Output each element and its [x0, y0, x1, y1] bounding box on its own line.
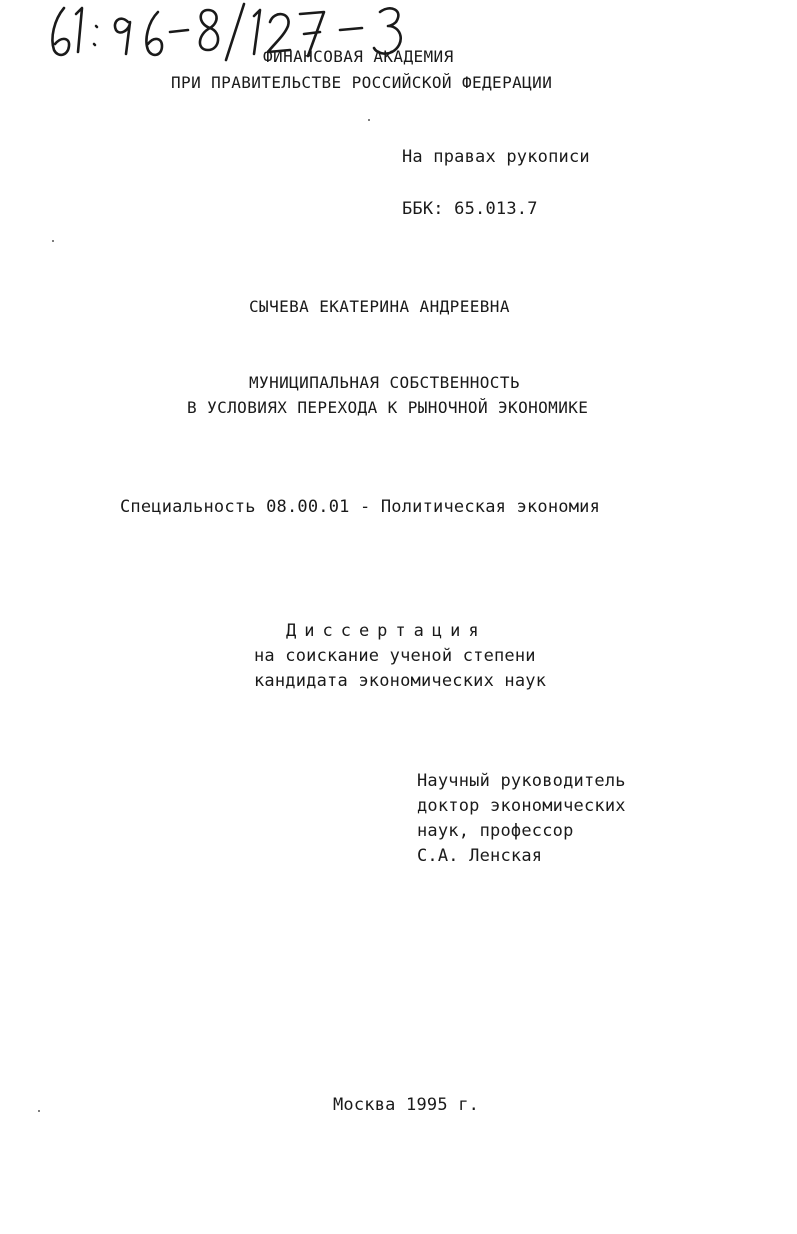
supervisor-line-1: Научный руководитель: [417, 771, 626, 791]
work-type-title: Диссертация: [286, 621, 487, 641]
bbk-code: ББК: 65.013.7: [402, 199, 538, 219]
work-type-line-3: кандидата экономических наук: [254, 671, 547, 691]
institution-line-1: ФИНАНСОВАЯ АКАДЕМИЯ: [263, 47, 454, 66]
author-name: СЫЧЕВА ЕКАТЕРИНА АНДРЕЕВНА: [249, 297, 510, 316]
work-type-line-2: на соискание ученой степени: [254, 646, 536, 666]
scan-speck: [38, 1110, 40, 1112]
scan-speck: [368, 119, 370, 121]
place-and-year: Москва 1995 г.: [333, 1095, 480, 1115]
institution-line-2: ПРИ ПРАВИТЕЛЬСТВЕ РОССИЙСКОЙ ФЕДЕРАЦИИ: [171, 73, 553, 92]
title-line-1: МУНИЦИПАЛЬНАЯ СОБСТВЕННОСТЬ: [249, 373, 520, 392]
manuscript-note: На правах рукописи: [402, 147, 590, 167]
scan-speck: [52, 240, 54, 242]
specialty: Специальность 08.00.01 - Политическая экономия: [120, 497, 601, 517]
supervisor-name: С.А. Ленская: [417, 846, 543, 866]
supervisor-line-3: наук, профессор: [417, 821, 574, 841]
title-line-2: В УСЛОВИЯХ ПЕРЕХОДА К РЫНОЧНОЙ ЭКОНОМИКЕ: [187, 398, 589, 417]
supervisor-line-2: доктор экономических: [417, 796, 626, 816]
